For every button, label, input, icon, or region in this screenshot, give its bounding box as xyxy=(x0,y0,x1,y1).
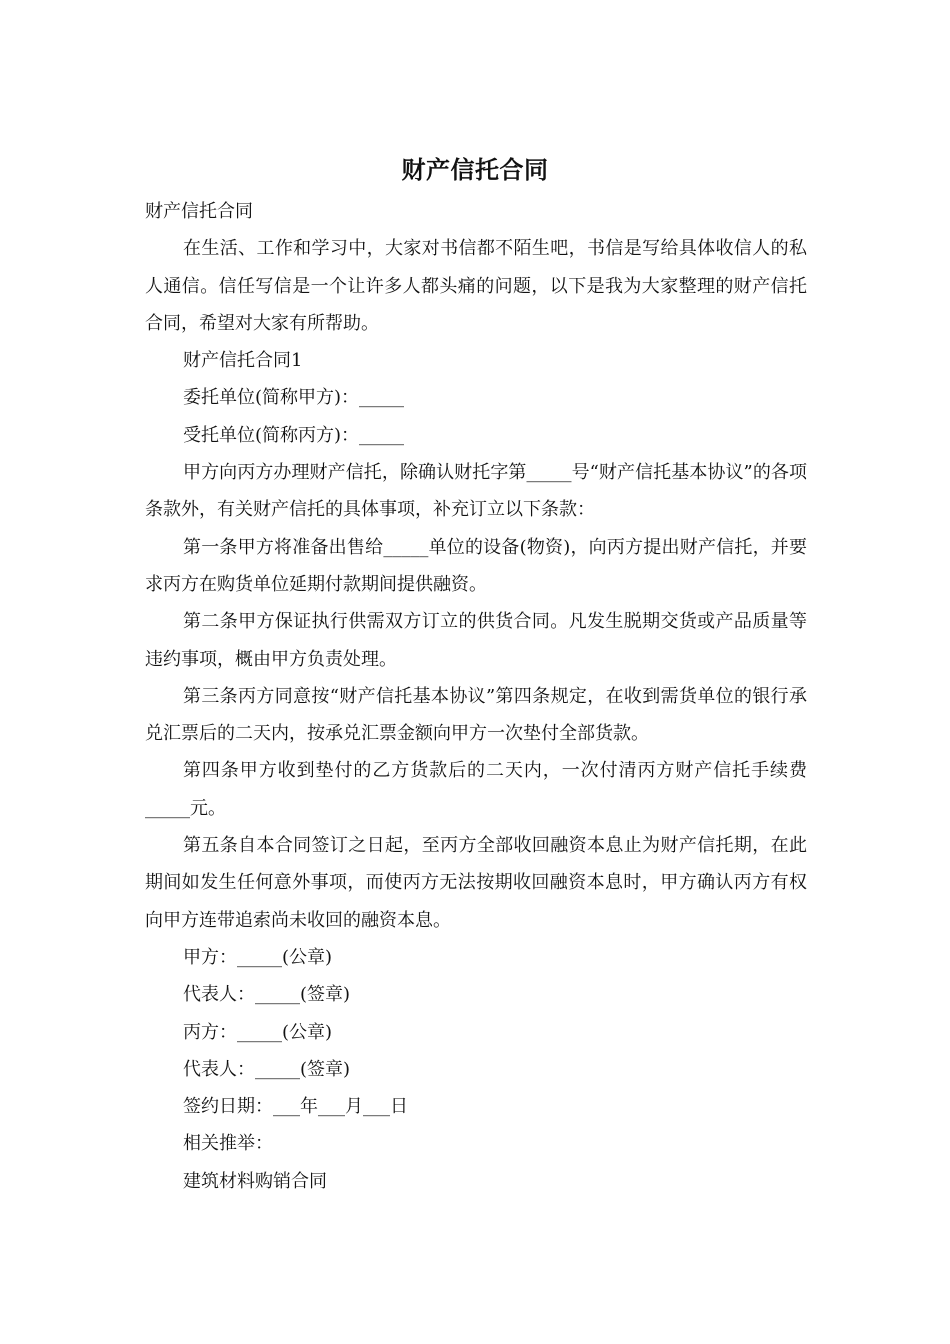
party-a-seal: 甲方：_____(公章) xyxy=(183,946,333,968)
document-title: 财产信托合同 xyxy=(401,156,549,184)
clause-5: 第五条自本合同签订之日起，至丙方全部收回融资本息止为财产信托期，在此期间如发生任何意外事项，而使丙方无法按期收回融资本息时，甲方确认丙方有权向甲方连带追索尚未收回的融资本息。 xyxy=(145,835,807,931)
clause-3: 第三条丙方同意按“财产信托基本协议”第四条规定，在收到需货单位的银行承兑汇票后的二天内，按承兑汇票金额向甲方一次垫付全部货款。 xyxy=(145,685,807,745)
related-label: 相关推举： xyxy=(183,1133,273,1155)
party-c-line: 受托单位(简称丙方)：_____ xyxy=(183,424,405,446)
sign-date: 签约日期：___年___月___日 xyxy=(183,1096,408,1118)
clause-4: 第四条甲方收到垫付的乙方货款后的二天内，一次付清丙方财产信托手续费_____元。 xyxy=(145,760,807,819)
clause-2: 第二条甲方保证执行供需双方订立的供货合同。凡发生脱期交货或产品质量等违约事项，概由甲方负责处理。 xyxy=(145,611,807,670)
party-c-representative: 代表人：_____(签章) xyxy=(183,1058,351,1080)
party-c-seal: 丙方：_____(公章) xyxy=(183,1021,333,1043)
document-body xyxy=(145,193,807,1200)
intro-paragraph: 在生活、工作和学习中，大家对书信都不陌生吧，书信是写给具体收信人的私人通信。信任写信是一个让许多人都头痛的问题，以下是我为大家整理的财产信托合同，希望对大家有所帮助。 xyxy=(145,238,807,334)
related-item-link: 建筑材料购销合同 xyxy=(183,1170,327,1192)
party-a-line: 委托单位(简称甲方)：_____ xyxy=(183,387,405,409)
clause-1: 第一条甲方将准备出售给_____单位的设备(物资)，向丙方提出财产信托，并要求丙方在购货单位延期付款期间提供融资。 xyxy=(145,536,807,595)
heading-line: 财产信托合同 xyxy=(145,201,253,222)
party-a-representative: 代表人：_____(签章) xyxy=(183,984,351,1006)
contract-title: 财产信托合同1 xyxy=(183,350,303,372)
preamble-paragraph: 甲方向丙方办理财产信托，除确认财托字第_____号“财产信托基本协议”的各项条款外，有关财产信托的具体事项，补充订立以下条款： xyxy=(145,462,807,521)
